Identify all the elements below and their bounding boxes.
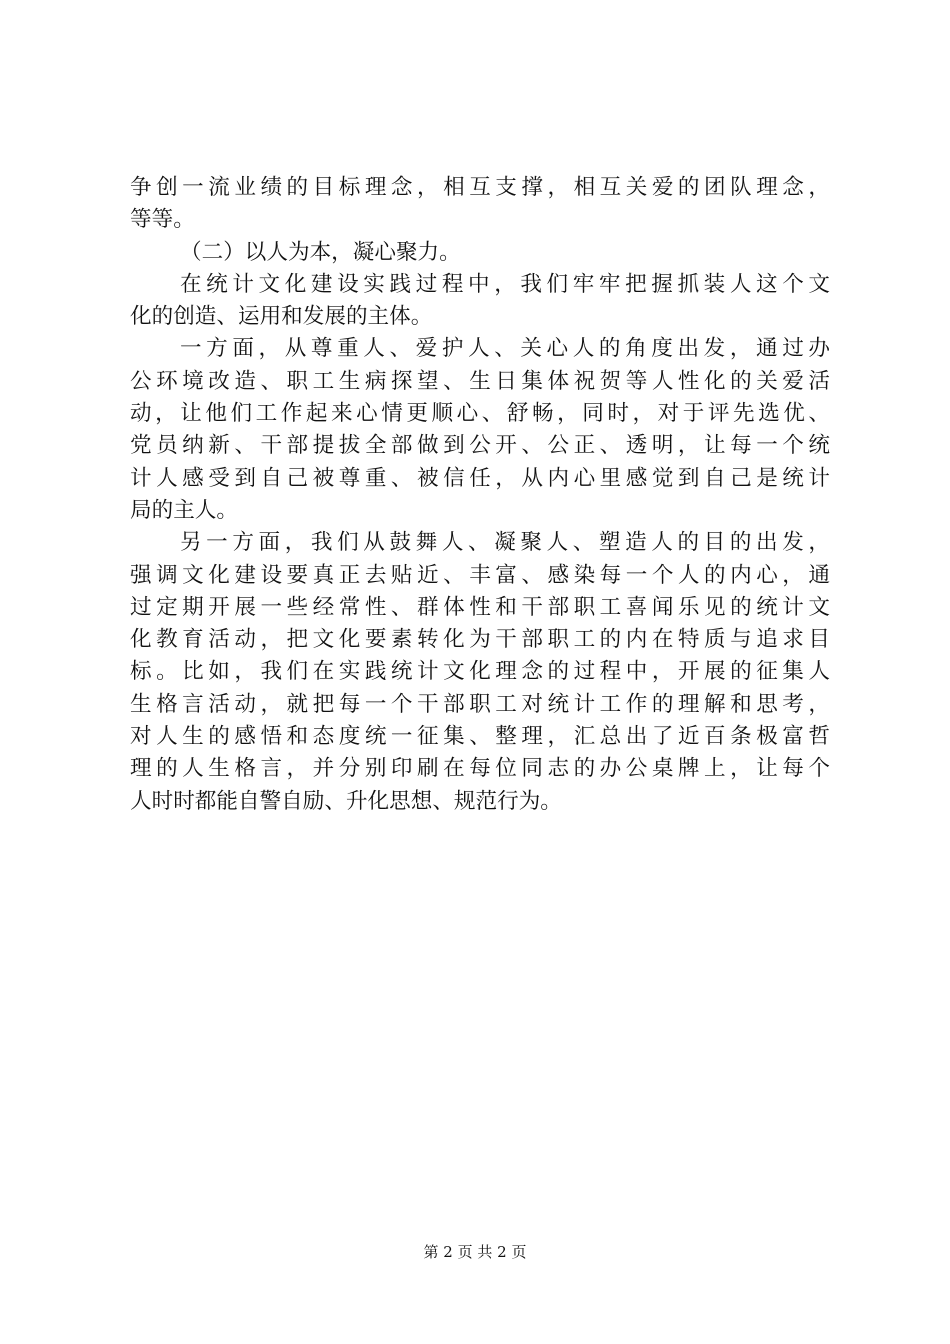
text-line: 生格言活动，就把每一个干部职工对统计工作的理解和思考， xyxy=(130,691,830,717)
text-line: 动，让他们工作起来心情更顺心、舒畅，同时，对于评先选优、 xyxy=(130,401,830,427)
text-line: 强调文化建设要真正去贴近、丰富、感染每一个人的内心，通 xyxy=(130,562,830,588)
text-line: 标。比如，我们在实践统计文化理念的过程中，开展的征集人 xyxy=(130,659,830,685)
text-line: 理的人生格言，并分别印刷在每位同志的办公桌牌上，让每个 xyxy=(130,756,830,782)
text-line: 公环境改造、职工生病探望、生日集体祝贺等人性化的关爱活 xyxy=(130,368,830,394)
text-line: 人时时都能自警自励、升化思想、规范行为。 xyxy=(130,788,562,814)
text-line: 在统计文化建设实践过程中，我们牢牢把握抓装人这个文 xyxy=(180,271,830,297)
text-line: 局的主人。 xyxy=(130,497,238,523)
text-line: 过定期开展一些经常性、群体性和干部职工喜闻乐见的统计文 xyxy=(130,594,830,620)
text-line: （二）以人为本，凝心聚力。 xyxy=(180,239,461,265)
text-line: 对人生的感悟和态度统一征集、整理，汇总出了近百条极富哲 xyxy=(130,724,830,750)
text-line: 争创一流业绩的目标理念，相互支撑，相互关爱的团队理念， xyxy=(130,175,830,200)
text-line: 等等。 xyxy=(130,207,195,233)
text-line: 化的创造、运用和发展的主体。 xyxy=(130,304,433,330)
text-line: 计人感受到自己被尊重、被信任，从内心里感觉到自己是统计 xyxy=(130,465,830,491)
page-number-footer: 第 2 页 共 2 页 xyxy=(423,1243,527,1261)
text-line: 一方面，从尊重人、爱护人、关心人的角度出发，通过办 xyxy=(180,336,830,362)
text-line: 化教育活动，把文化要素转化为干部职工的内在特质与追求目 xyxy=(130,627,830,653)
document-body xyxy=(130,172,830,818)
text-line: 党员纳新、干部提拔全部做到公开、公正、透明，让每一个统 xyxy=(130,433,830,459)
text-line: 另一方面，我们从鼓舞人、凝聚人、塑造人的目的出发， xyxy=(180,530,830,556)
